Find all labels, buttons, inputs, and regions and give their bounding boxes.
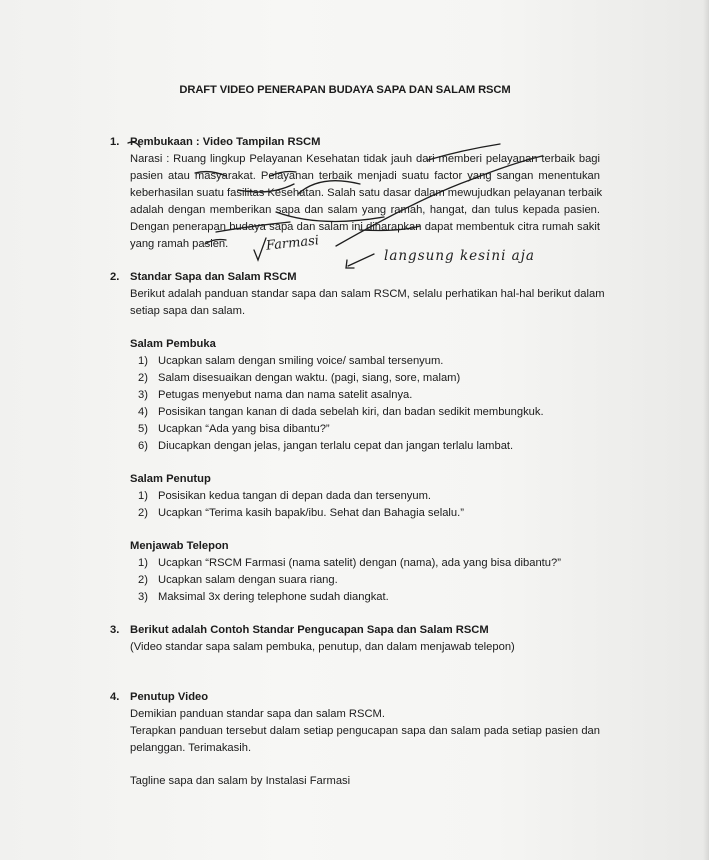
- group-title-menjawab-telepon: Menjawab Telepon: [130, 540, 229, 552]
- section-2-intro-line: Berikut adalah panduan standar sapa dan salam RSCM, selalu perhatikan hal-hal berikut dalam: [130, 288, 605, 300]
- tagline: Tagline sapa dan salam by Instalasi Farmasi: [130, 775, 351, 787]
- section-4-line: Demikian panduan standar sapa dan salam RSCM.: [130, 708, 385, 720]
- section-4-heading: Penutup Video: [130, 691, 209, 703]
- section-4-line: Terapkan panduan tersebut dalam setiap pengucapan sapa dan salam pada setiap pasien dan: [130, 725, 600, 737]
- list-item-number: 3): [138, 591, 148, 603]
- list-item-number: 5): [138, 423, 148, 435]
- section-1-heading: Pembukaan : Video Tampilan RSCM: [130, 136, 321, 148]
- check-mark: [254, 238, 266, 260]
- group-title-salam-penutup: Salam Penutup: [130, 473, 211, 485]
- document-title: DRAFT VIDEO PENERAPAN BUDAYA SAPA DAN SALAM RSCM: [179, 84, 511, 96]
- list-item: Posisikan tangan kanan di dada sebelah kiri, dan badan sedikit membungkuk.: [158, 406, 544, 418]
- list-item: Maksimal 3x dering telephone sudah diangkat.: [158, 591, 389, 603]
- section-2-heading: Standar Sapa dan Salam RSCM: [130, 271, 297, 283]
- section-3-line: (Video standar sapa salam pembuka, penutup, dan dalam menjawab telepon): [130, 641, 515, 653]
- section-1-line: Narasi : Ruang lingkup Pelayanan Kesehatan tidak jauh dari memberi pelayanan terbaik bagi: [130, 153, 600, 165]
- handwritten-farmasi: Farmasi: [265, 233, 320, 254]
- section-2-intro-line: setiap sapa dan salam.: [130, 305, 246, 317]
- list-item-number: 2): [138, 574, 148, 586]
- list-item-number: 3): [138, 389, 148, 401]
- page-edge-shadow: [703, 0, 709, 860]
- section-1-line: yang ramah pasien.: [130, 238, 229, 250]
- section-1-line: Dengan penerapan budaya sapa dan salam ini diharapkan dapat membentuk citra rumah sakit: [130, 221, 600, 233]
- arrow-head: [346, 260, 354, 268]
- list-item-number: 2): [138, 372, 148, 384]
- list-item: Ucapkan “Terima kasih bapak/ibu. Sehat dan Bahagia selalu.”: [158, 507, 464, 519]
- list-item: Ucapkan salam dengan suara riang.: [158, 574, 338, 586]
- list-item: Salam disesuaikan dengan waktu. (pagi, siang, sore, malam): [158, 372, 461, 384]
- section-1-number: 1.: [110, 136, 120, 148]
- section-4-line: pelanggan. Terimakasih.: [130, 742, 252, 754]
- section-4-number: 4.: [110, 691, 120, 703]
- arrow-shaft: [348, 254, 374, 266]
- list-item-number: 1): [138, 355, 148, 367]
- list-item: Diucapkan dengan jelas, jangan terlalu cepat dan jangan terlalu lambat.: [158, 440, 514, 452]
- handwritten-langsung-kesini-aja: langsung kesini aja: [384, 248, 535, 264]
- section-3-number: 3.: [110, 624, 120, 636]
- list-item: Petugas menyebut nama dan nama satelit asalnya.: [158, 389, 413, 401]
- list-item-number: 4): [138, 406, 148, 418]
- list-item: Posisikan kedua tangan di depan dada dan tersenyum.: [158, 490, 432, 502]
- list-item: Ucapkan “Ada yang bisa dibantu?”: [158, 423, 330, 435]
- list-item-number: 1): [138, 557, 148, 569]
- section-1-line: pasien atau masyarakat. Pelayanan terbaik menjadi suatu factor yang sangan menentukan: [130, 170, 600, 182]
- section-1-line: keberhasilan suatu fasilitas Kesehatan. Salah satu dasar dalam mewujudkan pelayanan terbaik: [130, 187, 603, 199]
- group-title-salam-pembuka: Salam Pembuka: [130, 338, 216, 350]
- list-item: Ucapkan salam dengan smiling voice/ sambal tersenyum.: [158, 355, 444, 367]
- list-item-number: 6): [138, 440, 148, 452]
- list-item-number: 2): [138, 507, 148, 519]
- list-item-number: 1): [138, 490, 148, 502]
- section-3-heading: Berikut adalah Contoh Standar Pengucapan Sapa dan Salam RSCM: [130, 624, 489, 636]
- section-1-line: adalah dengan memberikan sapa dan salam yang ramah, hangat, dan tulus kepada pasien.: [130, 204, 600, 216]
- list-item: Ucapkan “RSCM Farmasi (nama satelit) dengan (nama), ada yang bisa dibantu?”: [158, 557, 561, 569]
- section-2-number: 2.: [110, 271, 120, 283]
